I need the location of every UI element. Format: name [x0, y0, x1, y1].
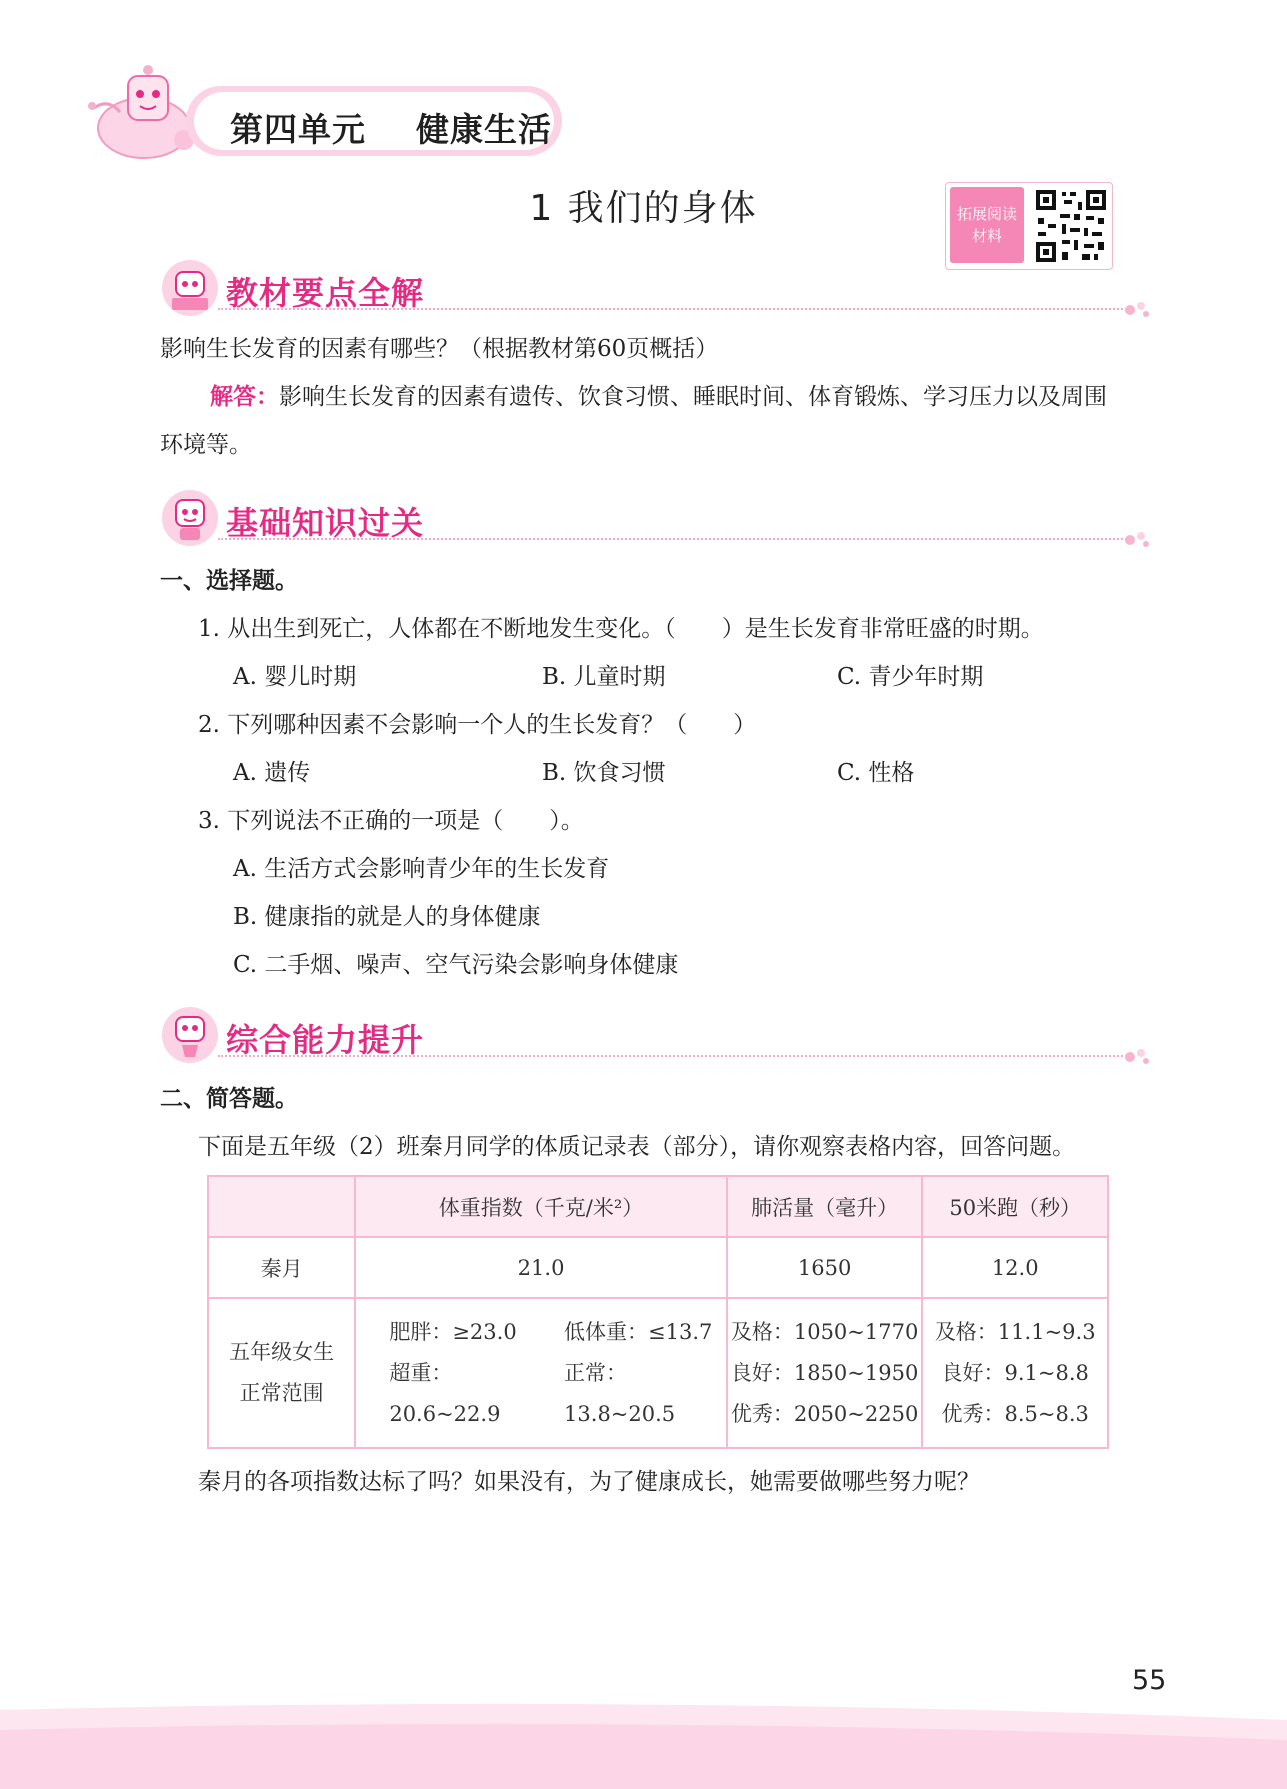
qr-label-line2: 材料 — [971, 227, 1002, 245]
bmi-range: 超重：20.6~22.9 — [389, 1360, 501, 1426]
run-range: 优秀：8.5~8.3 — [941, 1401, 1089, 1426]
answer-label: 解答： — [210, 384, 279, 410]
dotted-divider — [218, 308, 1134, 310]
dotted-divider — [218, 538, 1134, 540]
answer-text: 影响生长发育的因素有遗传、饮食习惯、睡眠时间、体育锻炼、学习压力以及周围 — [279, 384, 1107, 410]
question-3-stem: 3. 下列说法不正确的一项是（ ）。 — [198, 808, 584, 834]
part-title-choice: 一、选择题。 — [160, 568, 298, 594]
table-cell-run-ranges — [922, 1298, 1108, 1448]
textbook-question: 影响生长发育的因素有哪些？（根据教材第60页概括） — [160, 336, 719, 362]
table-header-row — [208, 1176, 1108, 1237]
dotted-divider — [218, 1055, 1134, 1057]
reading-robot-icon — [160, 258, 220, 318]
question-3-option-c[interactable]: C. 二手烟、噪声、空气污染会影响身体健康 — [233, 952, 679, 978]
textbook-answer-line2: 环境等。 — [160, 432, 252, 458]
run-range: 及格：11.1~9.3 — [934, 1319, 1096, 1344]
norm-label-line1: 五年级女生 — [229, 1340, 335, 1364]
table-header-cell — [208, 1176, 355, 1237]
table-cell-norm-label — [208, 1298, 355, 1448]
bmi-range: 正常：13.8~20.5 — [564, 1360, 676, 1426]
section-title: 基础知识过关 — [226, 504, 425, 542]
question-2-option-b[interactable]: B. 饮食习惯 — [542, 760, 666, 786]
table-cell-bmi-ranges — [355, 1298, 726, 1448]
question-2-option-c[interactable]: C. 性格 — [837, 760, 915, 786]
question-1-option-b[interactable]: B. 儿童时期 — [542, 664, 666, 690]
table-cell: 秦月 — [208, 1237, 355, 1298]
run-range: 良好：9.1~8.8 — [941, 1360, 1089, 1385]
table-cell: 12.0 — [922, 1237, 1108, 1298]
qr-code-icon — [1034, 188, 1108, 264]
short-answer-question: 秦月的各项指数达标了吗？如果没有，为了健康成长，她需要做哪些努力呢？ — [198, 1469, 980, 1495]
unit-title: 第四单元 健康生活 — [230, 110, 552, 149]
table-header-cell: 肺活量（毫升） — [727, 1176, 923, 1237]
table-cell: 21.0 — [355, 1237, 726, 1298]
lung-range: 优秀：2050~2250 — [730, 1401, 919, 1426]
question-1-option-a[interactable]: A. 婴儿时期 — [233, 664, 357, 690]
lesson-title: 1 我们的身体 — [529, 188, 758, 229]
section-header-textbook — [160, 258, 1150, 318]
question-3-option-b[interactable]: B. 健康指的就是人的身体健康 — [233, 904, 541, 930]
table-header-cell: 50米跑（秒） — [922, 1176, 1108, 1237]
bmi-range: 肥胖：≥23.0 — [389, 1319, 517, 1344]
qr-label — [950, 187, 1024, 263]
question-1-option-c[interactable]: C. 青少年时期 — [837, 664, 984, 690]
trophy-robot-icon — [160, 1005, 220, 1065]
decorative-dots — [1124, 528, 1150, 548]
short-answer-intro: 下面是五年级（2）班秦月同学的体质记录表（部分），请你观察表格内容，回答问题。 — [198, 1134, 1076, 1160]
section-header-advanced — [160, 1005, 1150, 1065]
norm-label-line2: 正常范围 — [239, 1381, 324, 1405]
table-cell: 1650 — [727, 1237, 923, 1298]
question-2-stem: 2. 下列哪种因素不会影响一个人的生长发育？（ ） — [198, 712, 757, 738]
lung-range: 良好：1850~1950 — [730, 1360, 919, 1385]
section-header-basics — [160, 488, 1150, 548]
section-title: 教材要点全解 — [226, 274, 425, 312]
textbook-answer-line1 — [210, 378, 1107, 411]
section-title: 综合能力提升 — [226, 1021, 425, 1059]
footer-decoration — [0, 1700, 1287, 1789]
unit-banner — [186, 86, 562, 156]
qr-label-line1: 拓展阅读 — [956, 205, 1017, 223]
qr-reading-material[interactable] — [945, 182, 1113, 270]
question-1-stem: 1. 从出生到死亡，人体都在不断地发生变化。（ ）是生长发育非常旺盛的时期。 — [198, 616, 1044, 642]
decorative-dots — [1124, 1045, 1150, 1065]
table-header-cell: 体重指数（千克/米²） — [355, 1176, 726, 1237]
lung-range: 及格：1050~1770 — [730, 1319, 919, 1344]
bmi-range: 低体重：≤13.7 — [564, 1319, 713, 1344]
decorative-dots — [1124, 298, 1150, 318]
table-row-normal-range — [208, 1298, 1108, 1448]
table-cell-lung-ranges — [727, 1298, 923, 1448]
table-row-student — [208, 1237, 1108, 1298]
question-3-option-a[interactable]: A. 生活方式会影响青少年的生长发育 — [233, 856, 610, 882]
robot-icon — [160, 488, 220, 548]
part-title-short-answer: 二、简答题。 — [160, 1086, 298, 1112]
fitness-record-table — [207, 1175, 1109, 1449]
question-2-option-a[interactable]: A. 遗传 — [233, 760, 311, 786]
page-number: 55 — [1132, 1665, 1167, 1696]
